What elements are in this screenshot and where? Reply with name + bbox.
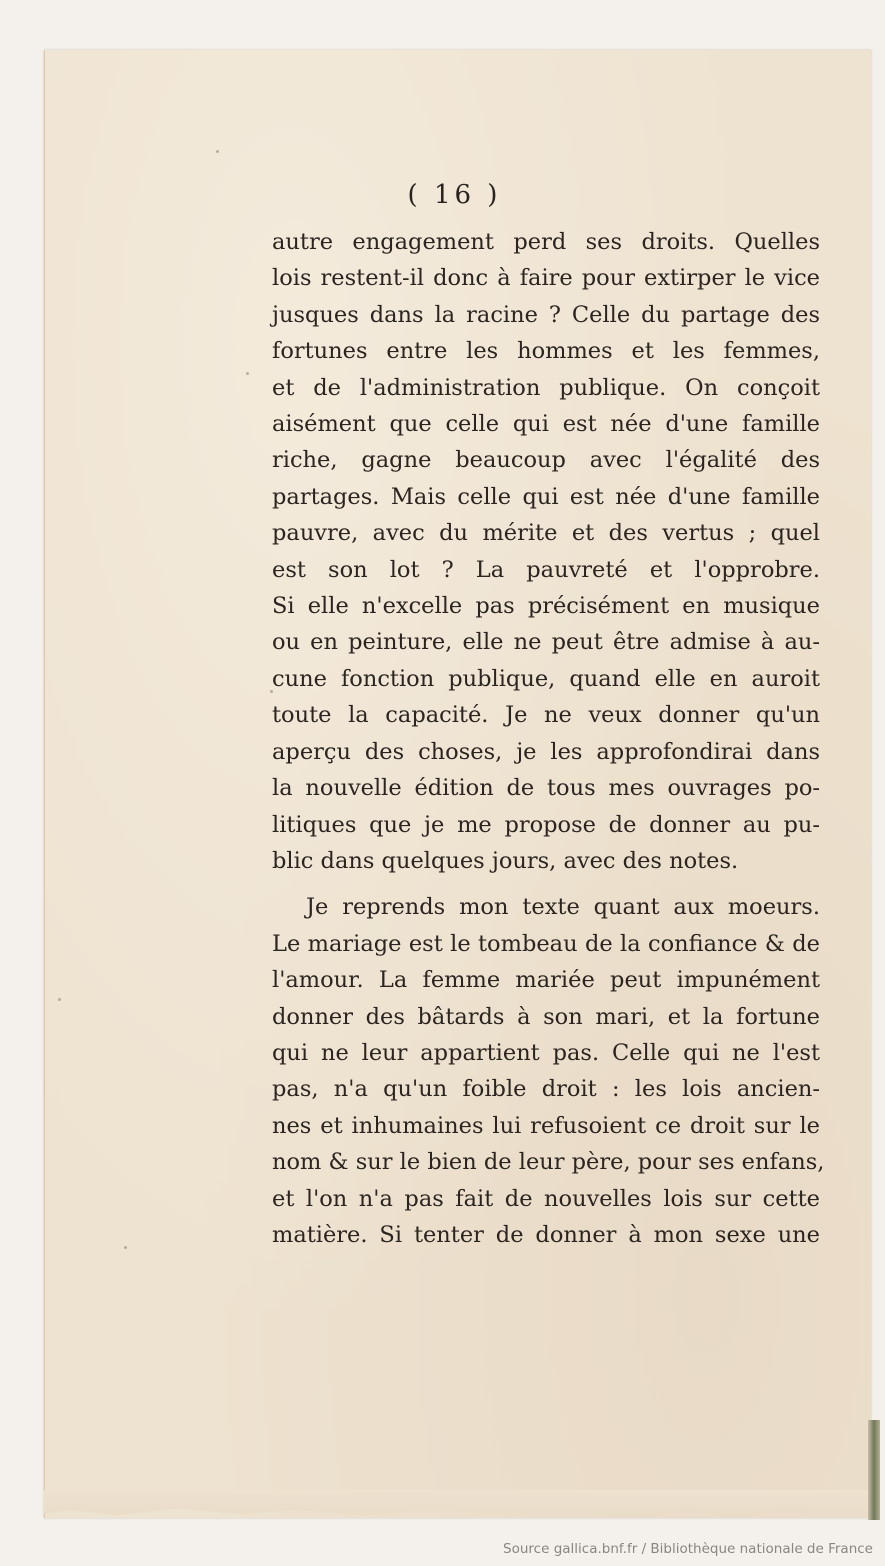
body-text bbox=[272, 224, 825, 1253]
text-line: la nouvelle édition de tous mes ouvrages po- bbox=[272, 775, 820, 802]
text-line: riche, gagne beaucoup avec l'égalité des bbox=[272, 447, 820, 474]
text-line: et l'on n'a pas fait de nouvelles lois sur cette bbox=[272, 1185, 820, 1212]
binding-strip bbox=[868, 1420, 880, 1520]
paper-speck bbox=[216, 150, 219, 153]
paragraph-1 bbox=[272, 224, 820, 879]
source-credit: Source gallica.bnf.fr / Bibliothèque nationale de France bbox=[503, 1541, 873, 1557]
text-line: et de l'administration publique. On conçoit bbox=[272, 374, 820, 401]
text-line: litiques que je me propose de donner au pu- bbox=[272, 811, 820, 838]
text-line: pas, n'a qu'un foible droit : les lois ancien- bbox=[272, 1076, 820, 1103]
paper-speck bbox=[124, 1246, 127, 1249]
text-line: Si elle n'excelle pas précisément en musique bbox=[272, 593, 820, 620]
text-line: aperçu des choses, je les approfondirai dans bbox=[272, 738, 820, 765]
text-line: Le mariage est le tombeau de la confiance & de bbox=[272, 930, 820, 957]
text-line: aisément que celle qui est née d'une famille bbox=[272, 411, 820, 438]
text-line: Je reprends mon texte quant aux moeurs. bbox=[306, 894, 820, 921]
paper-speck bbox=[246, 372, 249, 375]
text-line: matière. Si tenter de donner à mon sexe une bbox=[272, 1221, 820, 1248]
paper-speck bbox=[58, 998, 61, 1001]
text-line: lois restent-il donc à faire pour extirper le vice bbox=[272, 265, 820, 292]
text-line: pauvre, avec du mérite et des vertus ; quel bbox=[272, 520, 820, 547]
text-line: donner des bâtards à son mari, et la fortune bbox=[272, 1003, 820, 1030]
text-line: blic dans quelques jours, avec des notes. bbox=[272, 847, 739, 874]
text-line: jusques dans la racine ? Celle du partage des bbox=[272, 301, 820, 328]
text-line: cune fonction publique, quand elle en auroit bbox=[272, 665, 820, 692]
text-line: nes et inhumaines lui refusoient ce droit sur le bbox=[272, 1112, 820, 1139]
text-line: est son lot ? La pauvreté et l'opprobre. bbox=[272, 556, 820, 583]
paragraph-2 bbox=[272, 889, 825, 1253]
text-line: partages. Mais celle qui est née d'une famille bbox=[272, 483, 820, 510]
text-line: nom & sur le bien de leur père, pour ses enfans, bbox=[272, 1149, 825, 1176]
text-line: ou en peinture, elle ne peut être admise à au- bbox=[272, 629, 820, 656]
text-line: fortunes entre les hommes et les femmes, bbox=[272, 338, 820, 365]
text-line: l'amour. La femme mariée peut impunément bbox=[272, 967, 820, 994]
page-number: ( 16 ) bbox=[407, 180, 502, 210]
text-line: toute la capacité. Je ne veux donner qu'un bbox=[272, 702, 820, 729]
text-line: autre engagement perd ses droits. Quelles bbox=[272, 229, 820, 255]
text-line: qui ne leur appartient pas. Celle qui ne l'est bbox=[272, 1039, 820, 1066]
